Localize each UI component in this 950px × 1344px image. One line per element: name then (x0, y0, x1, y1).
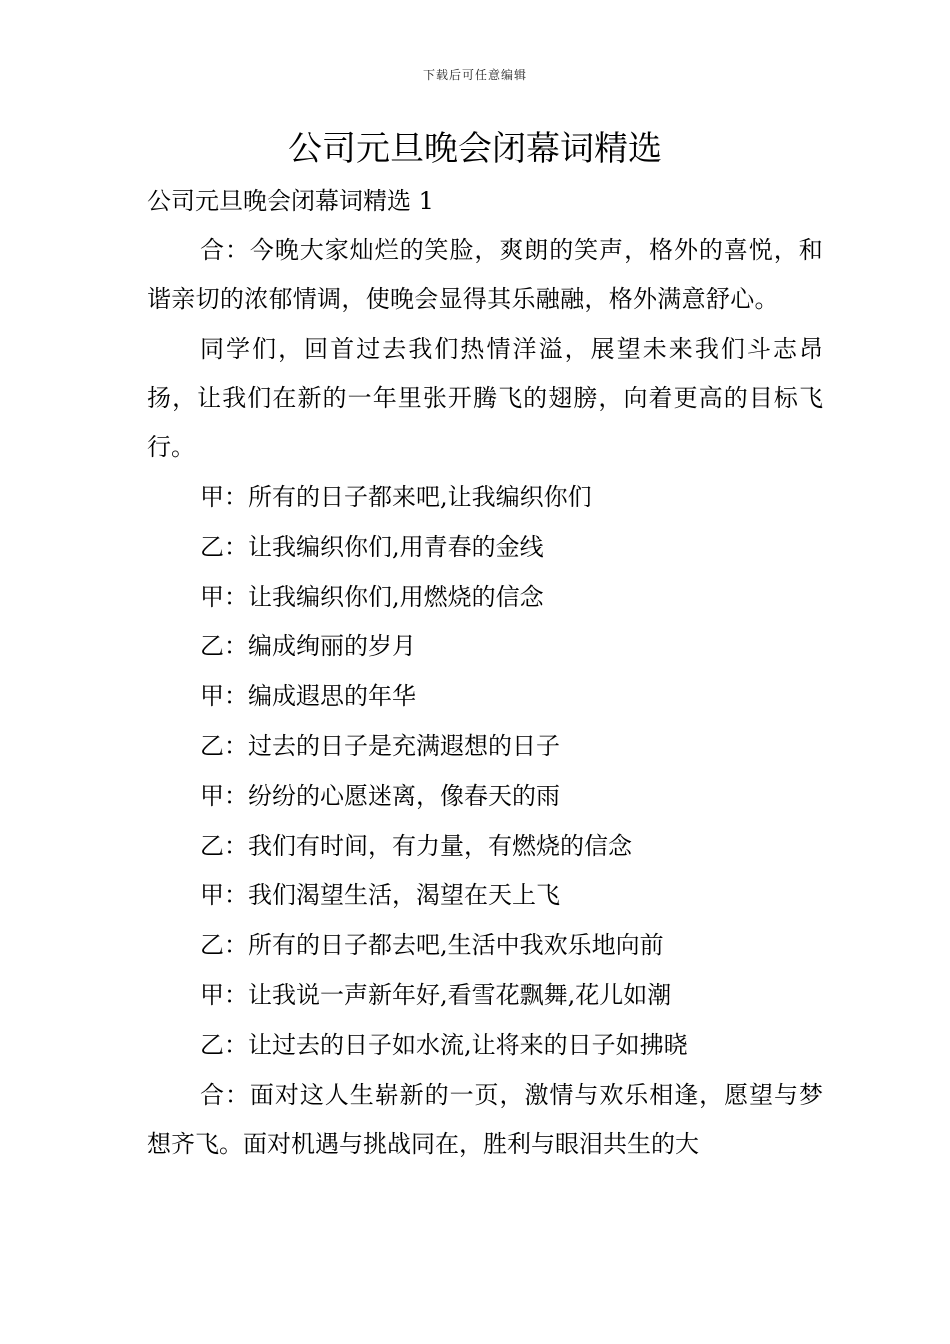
paragraph-closing-1: 合：今晚大家灿烂的笑脸，爽朗的笑声，格外的喜悦，和谐亲切的浓郁情调，使晚会显得其乐融融，格外满意舒心。 (147, 236, 823, 313)
paragraph-students: 同学们，回首过去我们热情洋溢，展望未来我们斗志昂扬，让我们在新的一年里张开腾飞的翅膀，向着更高的目标飞行。 (147, 335, 823, 461)
dialogue-line: 甲：所有的日子都来吧,让我编织你们 (200, 483, 592, 511)
dialogue-line: 乙：所有的日子都去吧,生活中我欢乐地向前 (200, 931, 664, 960)
dialogue-line: 甲：让我说一声新年好,看雪花飘舞,花儿如潮 (200, 980, 672, 1009)
header-note: 下载后可任意编辑 (422, 68, 527, 82)
dialogue-line: 乙：让过去的日子如水流,让将来的日子如拂晓 (200, 1030, 688, 1059)
document-title: 公司元旦晚会闭幕词精选 (288, 129, 662, 169)
dialogue-line: 乙：编成绚丽的岁月 (200, 632, 416, 661)
dialogue-line: 甲：让我编织你们,用燃烧的信念 (200, 582, 544, 611)
document-body (147, 226, 823, 1170)
dialogue-line: 乙：让我编织你们,用青春的金线 (200, 532, 544, 561)
dialogue-line: 乙：过去的日子是充满遐想的日子 (200, 731, 560, 760)
dialogue-line: 甲：编成遐思的年华 (200, 682, 416, 711)
dialogue-line: 甲：我们渴望生活，渴望在天上飞 (200, 881, 560, 910)
paragraph-closing-2: 合：面对这人生崭新的一页，激情与欢乐相逢，愿望与梦想齐飞。面对机遇与挑战同在，胜利与眼泪共生的大 (147, 1080, 823, 1158)
dialogue-line: 甲：纷纷的心愿迷离，像春天的雨 (200, 781, 560, 810)
dialogue-line: 乙：我们有时间，有力量，有燃烧的信念 (200, 831, 632, 860)
section-heading: 公司元旦晚会闭幕词精选 1 (147, 187, 434, 215)
